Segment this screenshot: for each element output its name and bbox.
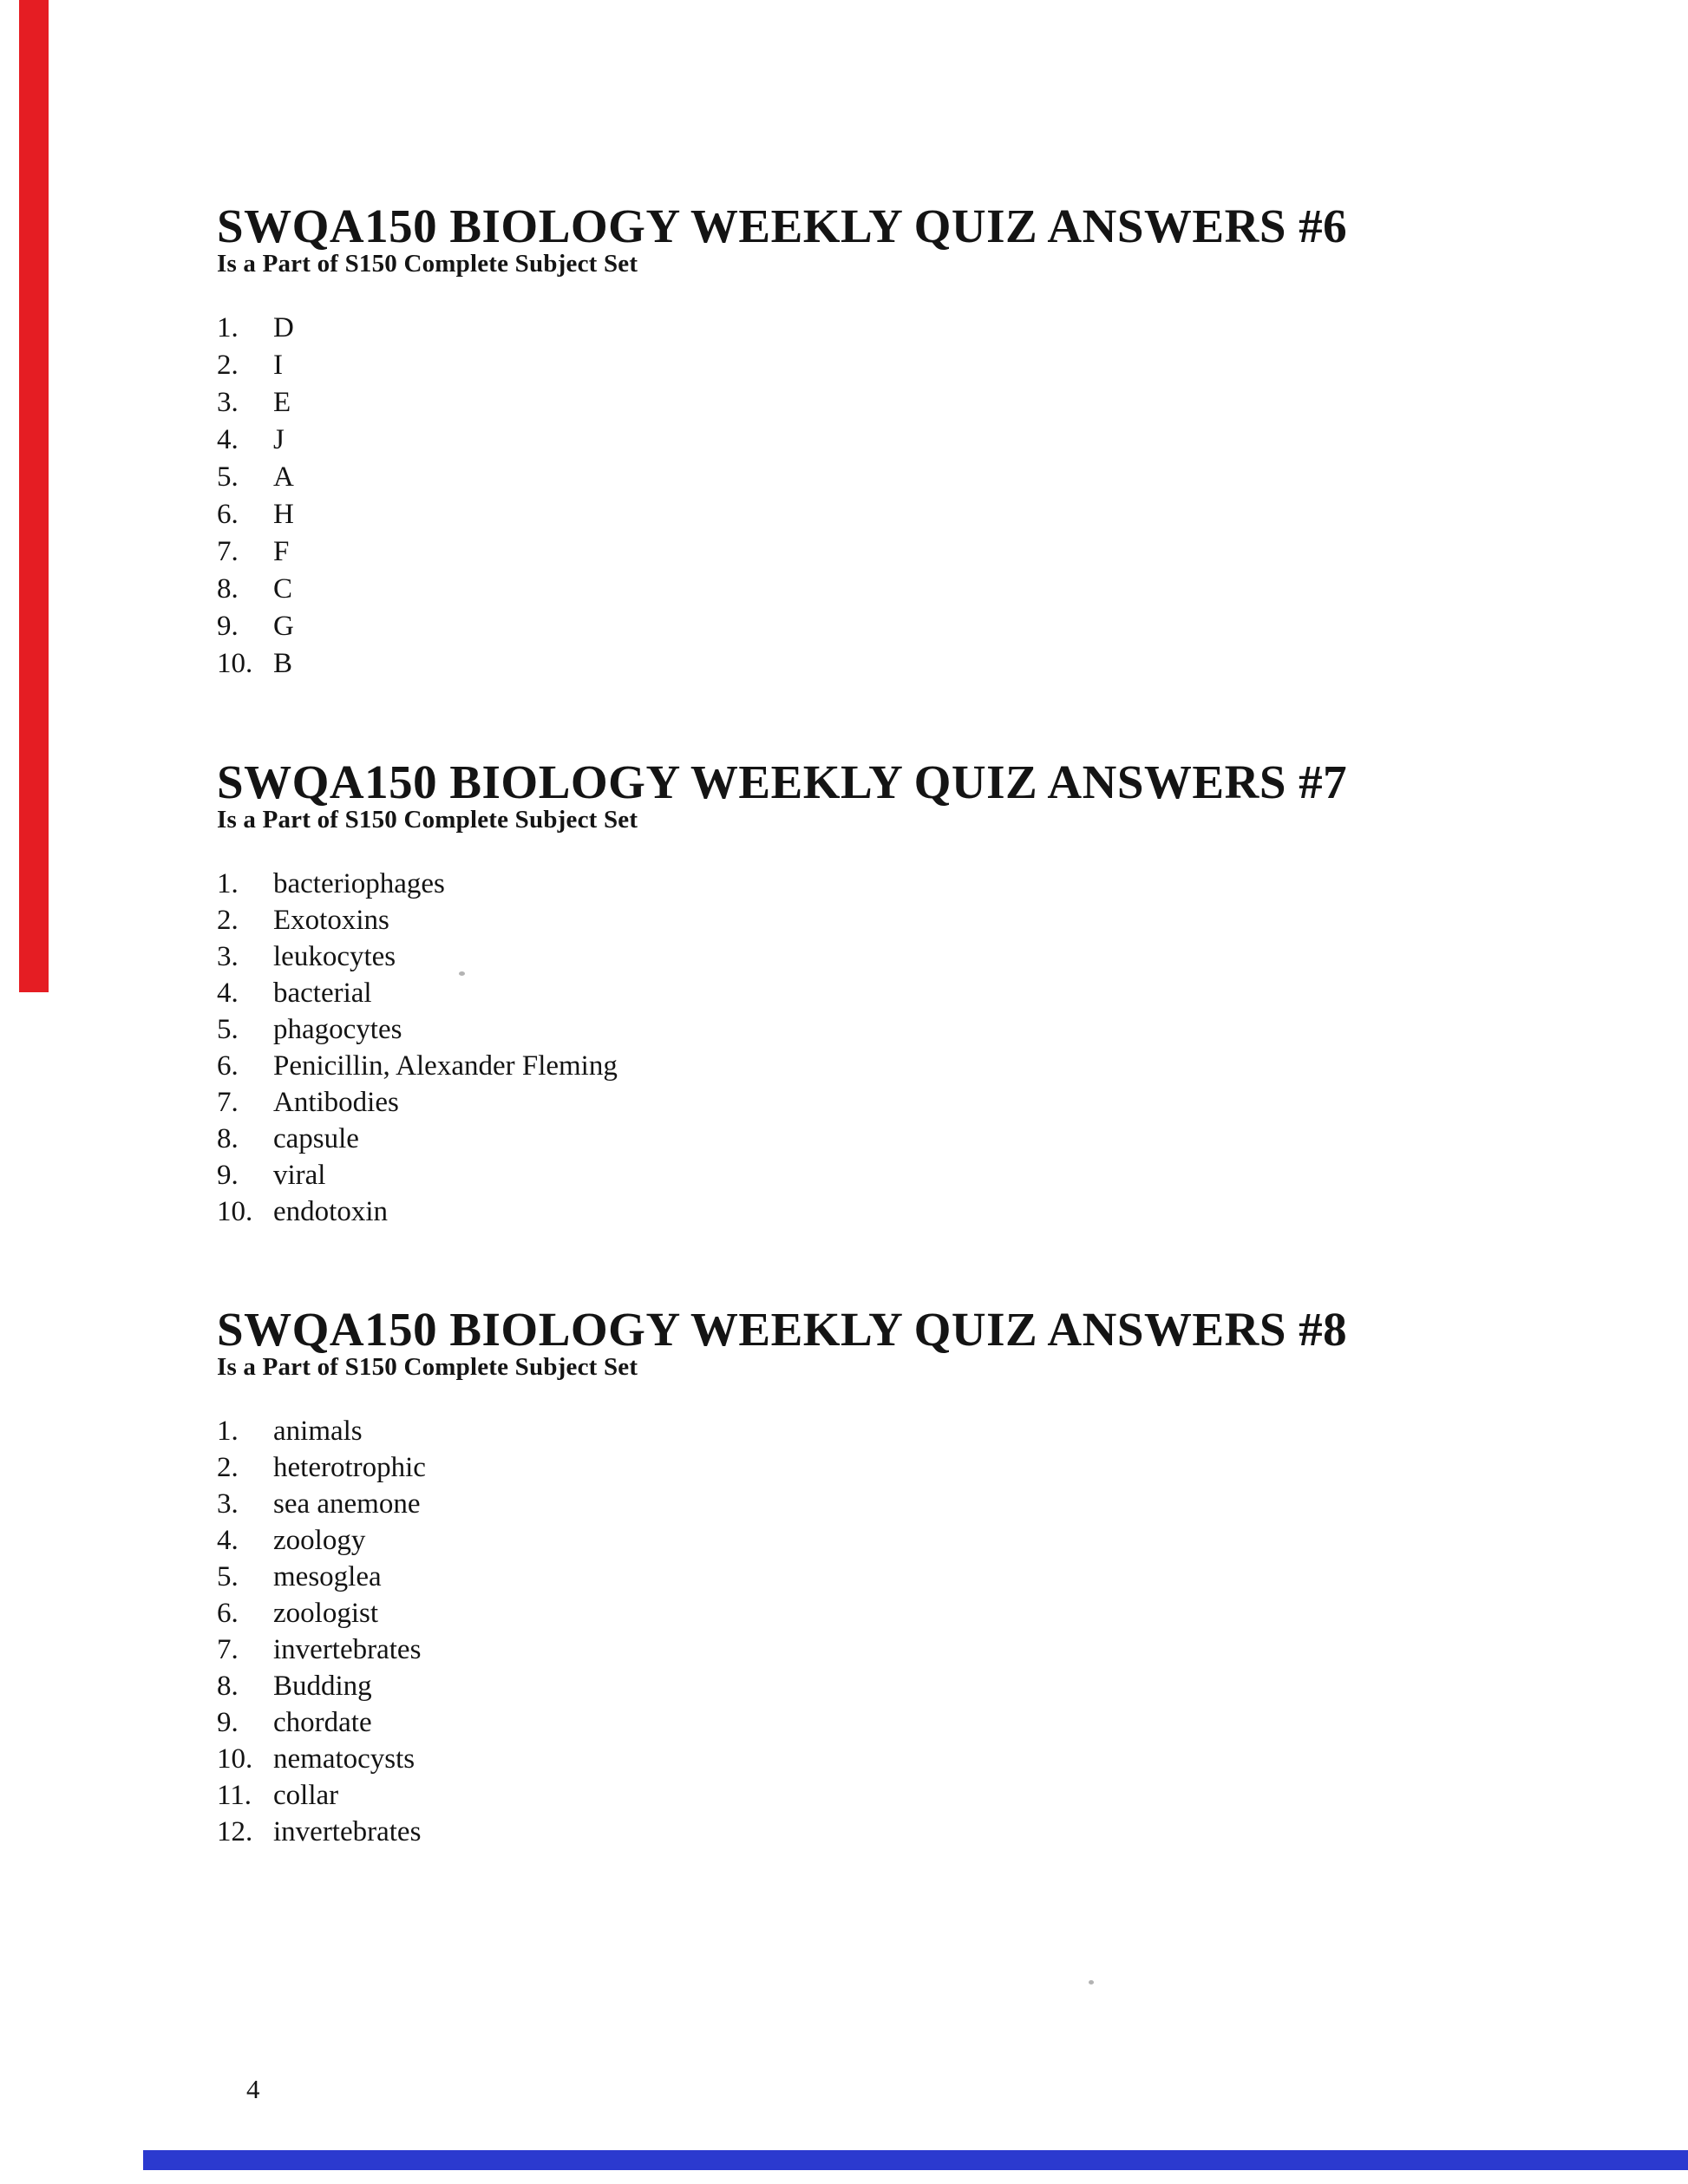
answer-list bbox=[217, 866, 1518, 1230]
answer-number: 3. bbox=[217, 941, 239, 972]
answer-item bbox=[217, 347, 1518, 384]
section-subtitle: Is a Part of S150 Complete Subject Set bbox=[217, 806, 638, 834]
section-title: SWQA150 BIOLOGY WEEKLY QUIZ ANSWERS #6 bbox=[217, 199, 1348, 252]
answer-item bbox=[217, 459, 1518, 496]
quiz-answer-section bbox=[217, 201, 1518, 683]
answer-item bbox=[217, 1011, 1518, 1048]
answer-text: A bbox=[273, 461, 294, 493]
answer-item bbox=[217, 533, 1518, 571]
answer-text: C bbox=[273, 573, 293, 605]
answer-text: Antibodies bbox=[273, 1087, 399, 1118]
answer-item bbox=[217, 1559, 1518, 1595]
answer-number: 8. bbox=[217, 573, 239, 605]
answer-number: 6. bbox=[217, 1598, 239, 1629]
answer-item bbox=[217, 975, 1518, 1011]
answer-item bbox=[217, 1048, 1518, 1084]
answer-text: viral bbox=[273, 1160, 326, 1191]
answer-item bbox=[217, 902, 1518, 938]
answer-item bbox=[217, 866, 1518, 902]
answer-number: 8. bbox=[217, 1671, 239, 1702]
answer-number: 5. bbox=[217, 1561, 239, 1592]
answer-text: Penicillin, Alexander Fleming bbox=[273, 1050, 618, 1082]
answer-number: 1. bbox=[217, 1416, 239, 1447]
answer-number: 12. bbox=[217, 1816, 253, 1847]
answer-item bbox=[217, 1704, 1518, 1741]
answer-text: J bbox=[273, 424, 285, 455]
answer-text: sea anemone bbox=[273, 1488, 421, 1520]
answer-item bbox=[217, 938, 1518, 975]
answer-text: bacteriophages bbox=[273, 868, 445, 899]
answer-item bbox=[217, 1814, 1518, 1850]
answer-item bbox=[217, 1486, 1518, 1522]
answer-number: 4. bbox=[217, 978, 239, 1009]
section-title: SWQA150 BIOLOGY WEEKLY QUIZ ANSWERS #7 bbox=[217, 755, 1348, 808]
scan-speck bbox=[1089, 1980, 1094, 1985]
answer-number: 2. bbox=[217, 1452, 239, 1483]
answer-number: 9. bbox=[217, 1160, 239, 1191]
answer-number: 6. bbox=[217, 499, 239, 530]
answer-number: 4. bbox=[217, 424, 239, 455]
answer-item bbox=[217, 1522, 1518, 1559]
answer-number: 7. bbox=[217, 536, 239, 567]
section-subtitle: Is a Part of S150 Complete Subject Set bbox=[217, 250, 638, 278]
answer-list bbox=[217, 1413, 1518, 1850]
quiz-answer-section bbox=[217, 1305, 1518, 1850]
answer-text: F bbox=[273, 536, 290, 567]
answer-item bbox=[217, 1121, 1518, 1157]
answer-text: capsule bbox=[273, 1123, 359, 1154]
answer-item bbox=[217, 1193, 1518, 1230]
answer-item bbox=[217, 1741, 1518, 1777]
answer-number: 4. bbox=[217, 1525, 239, 1556]
answer-item bbox=[217, 1413, 1518, 1449]
answer-item bbox=[217, 310, 1518, 347]
answer-item bbox=[217, 1084, 1518, 1121]
answer-number: 2. bbox=[217, 350, 239, 381]
answer-number: 2. bbox=[217, 905, 239, 936]
answer-number: 9. bbox=[217, 611, 239, 642]
section-subtitle: Is a Part of S150 Complete Subject Set bbox=[217, 1353, 638, 1381]
answer-number: 1. bbox=[217, 312, 239, 343]
answer-item bbox=[217, 1631, 1518, 1668]
answer-text: Budding bbox=[273, 1671, 372, 1702]
answer-number: 10. bbox=[217, 648, 253, 679]
answer-text: zoology bbox=[273, 1525, 366, 1556]
answer-text: nematocysts bbox=[273, 1743, 415, 1775]
answer-number: 5. bbox=[217, 1014, 239, 1045]
answer-number: 5. bbox=[217, 461, 239, 493]
answer-text: collar bbox=[273, 1780, 339, 1811]
answer-item bbox=[217, 496, 1518, 533]
answer-item bbox=[217, 1449, 1518, 1486]
answer-number: 10. bbox=[217, 1743, 253, 1775]
scan-edge-blue-bar bbox=[143, 2150, 1688, 2170]
answer-item bbox=[217, 1777, 1518, 1814]
answer-text: endotoxin bbox=[273, 1196, 388, 1227]
answer-text: zoologist bbox=[273, 1598, 378, 1629]
answer-text: heterotrophic bbox=[273, 1452, 426, 1483]
answer-number: 11. bbox=[217, 1780, 252, 1811]
page-number: 4 bbox=[246, 2074, 260, 2104]
answer-list bbox=[217, 310, 1518, 683]
quiz-answer-section bbox=[217, 757, 1518, 1230]
answer-text: I bbox=[273, 350, 283, 381]
answer-text: D bbox=[273, 312, 294, 343]
answer-text: E bbox=[273, 387, 291, 418]
answer-text: phagocytes bbox=[273, 1014, 402, 1045]
answer-text: G bbox=[273, 611, 294, 642]
answer-number: 3. bbox=[217, 1488, 239, 1520]
answer-item bbox=[217, 608, 1518, 645]
answer-item bbox=[217, 1668, 1518, 1704]
answer-number: 7. bbox=[217, 1087, 239, 1118]
answer-text: bacterial bbox=[273, 978, 372, 1009]
answer-number: 9. bbox=[217, 1707, 239, 1738]
answer-item bbox=[217, 384, 1518, 422]
answer-number: 3. bbox=[217, 387, 239, 418]
answer-number: 6. bbox=[217, 1050, 239, 1082]
answer-text: invertebrates bbox=[273, 1634, 422, 1665]
answer-text: H bbox=[273, 499, 294, 530]
quiz-answers-content bbox=[217, 201, 1518, 1850]
answer-item bbox=[217, 1157, 1518, 1193]
answer-item bbox=[217, 571, 1518, 608]
answer-text: animals bbox=[273, 1416, 363, 1447]
answer-text: Exotoxins bbox=[273, 905, 389, 936]
answer-number: 1. bbox=[217, 868, 239, 899]
scan-edge-red-bar bbox=[19, 0, 49, 992]
answer-text: invertebrates bbox=[273, 1816, 422, 1847]
answer-text: leukocytes bbox=[273, 941, 396, 972]
answer-number: 10. bbox=[217, 1196, 253, 1227]
section-title: SWQA150 BIOLOGY WEEKLY QUIZ ANSWERS #8 bbox=[217, 1303, 1348, 1356]
answer-text: chordate bbox=[273, 1707, 372, 1738]
answer-item bbox=[217, 422, 1518, 459]
answer-item bbox=[217, 645, 1518, 683]
answer-item bbox=[217, 1595, 1518, 1631]
answer-text: B bbox=[273, 648, 293, 679]
answer-number: 7. bbox=[217, 1634, 239, 1665]
answer-text: mesoglea bbox=[273, 1561, 382, 1592]
answer-number: 8. bbox=[217, 1123, 239, 1154]
